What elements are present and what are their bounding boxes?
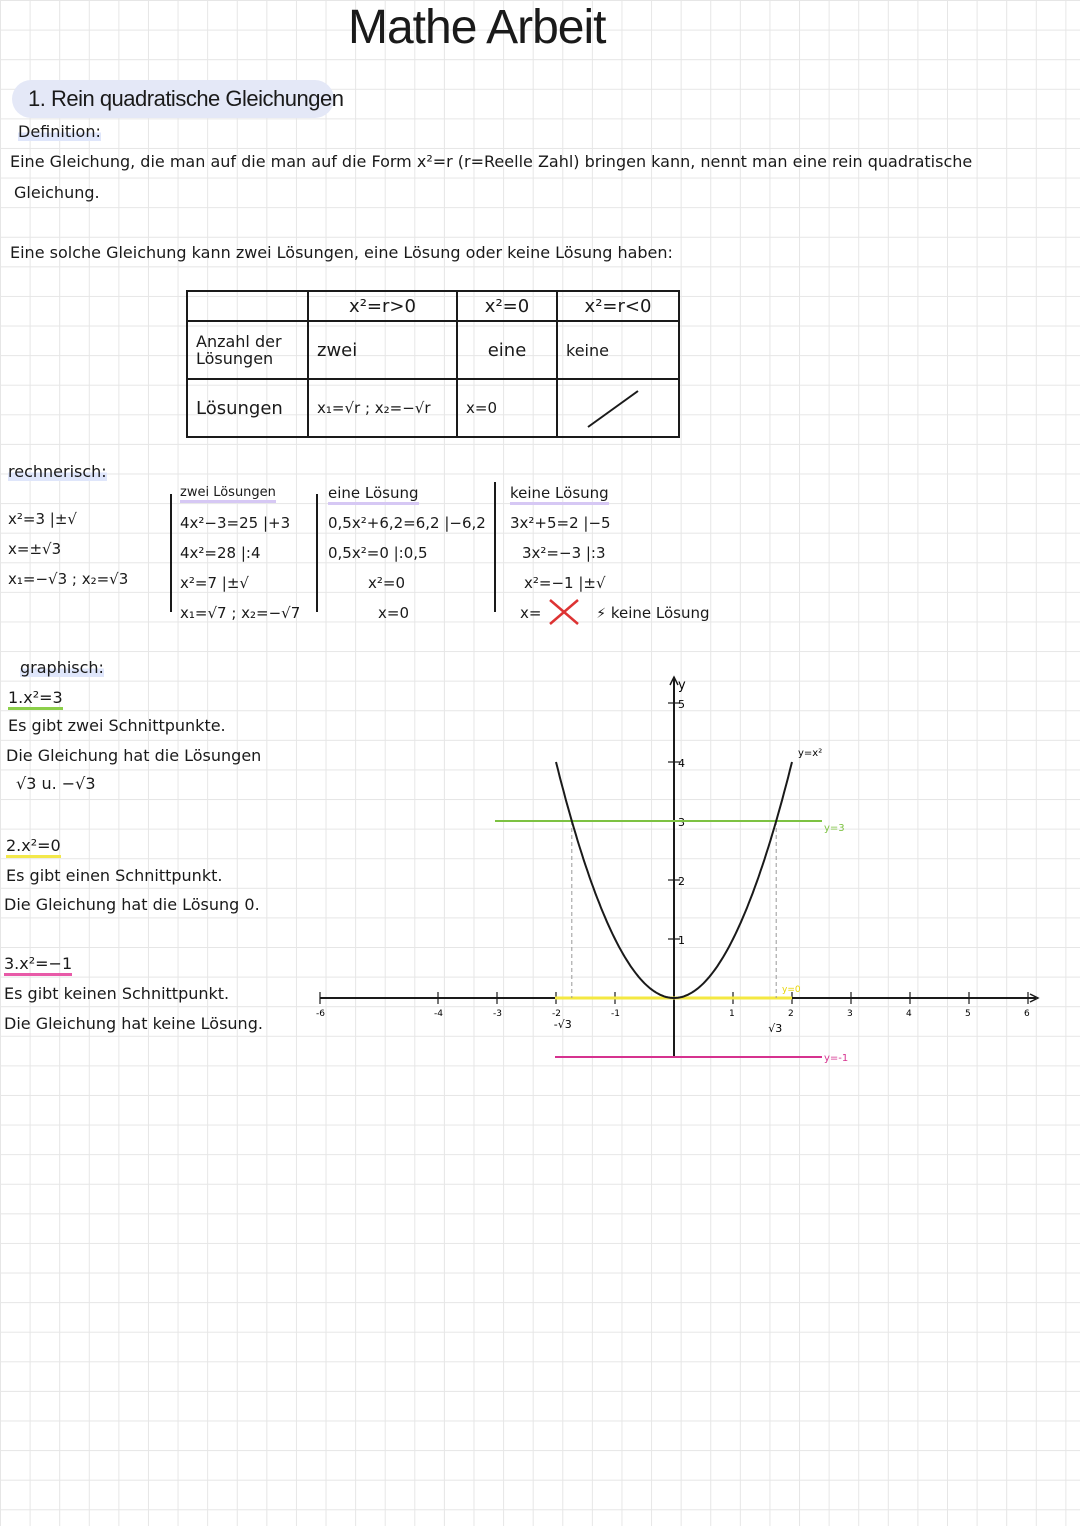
table-header: x²=r>0 <box>308 291 457 321</box>
x-tick-label: 3 <box>847 1009 853 1019</box>
x-tick-label: 1 <box>729 1009 735 1019</box>
case2-eq-text: 2.x²=0 <box>6 836 61 858</box>
definition-line-1: Eine Gleichung, die man auf die man auf die Form x²=r (r=Reelle Zahl) bringen kann, nennt man eine rein quadratische <box>10 152 973 171</box>
eine-title: eine Lösung <box>328 484 419 505</box>
case1-eq-text: 1.x²=3 <box>8 688 63 710</box>
solutions-intro: Eine solche Gleichung kann zwei Lösungen, eine Lösung oder keine Lösung haben: <box>10 243 673 262</box>
lightning-icon: ⚡ <box>596 606 607 622</box>
table-cell: keine <box>557 321 679 379</box>
minus-sqrt3-label: -√3 <box>553 1018 572 1031</box>
definition-line-2: Gleichung. <box>14 183 100 202</box>
rechnerisch-label-text: rechnerisch: <box>8 462 107 481</box>
line-y-3-label: y=3 <box>824 823 845 834</box>
x-tick-label: -4 <box>434 1009 443 1019</box>
graphisch-label-text: graphisch: <box>20 658 104 677</box>
line-y-0-label: y=0 <box>782 985 801 995</box>
page-title: Mathe Arbeit <box>348 1 606 54</box>
calc-line: 3x²+5=2 |−5 <box>510 514 611 532</box>
case1-line1: Es gibt zwei Schnittpunkte. <box>8 716 226 735</box>
calc-line: 4x²=28 |:4 <box>180 544 261 562</box>
case3-line1: Es gibt keinen Schnittpunkt. <box>4 984 230 1003</box>
row-label-solutions: Lösungen <box>187 379 308 437</box>
x-tick-label: 6 <box>1024 1009 1030 1019</box>
y-tick-label: 2 <box>678 875 685 888</box>
keine-loesung-note: keine Lösung <box>610 604 710 622</box>
x-tick-label: 5 <box>965 1009 971 1019</box>
y-tick-label: 5 <box>678 698 685 711</box>
row-label-count: Anzahl der Lösungen <box>187 321 308 379</box>
keine-title: keine Lösung <box>510 484 609 505</box>
calc-line: x₁=√7 ; x₂=−√7 <box>180 604 301 622</box>
line-y-minus1-label: y=-1 <box>824 1053 849 1064</box>
calc-line: x= <box>520 604 542 622</box>
calc-line: x²=3 |±√ <box>8 510 77 528</box>
parabola-label: y=x² <box>798 748 823 760</box>
calc-line: 4x²−3=25 |+3 <box>180 514 291 532</box>
calc-line: x²=0 <box>368 574 406 592</box>
x-tick-label: -3 <box>493 1009 502 1019</box>
calc-line: x=±√3 <box>8 540 62 558</box>
x-tick-label: -2 <box>552 1009 561 1019</box>
x-tick-label: 2 <box>788 1009 794 1019</box>
sqrt3-label: √3 <box>768 1022 783 1035</box>
case1-line2: Die Gleichung hat die Lösungen <box>6 746 262 765</box>
calc-line: x=0 <box>378 604 409 622</box>
calc-line: 0,5x²+6,2=6,2 |−6,2 <box>328 514 486 532</box>
calc-line: x²=−1 |±√ <box>524 574 606 592</box>
case3-eq-text: 3.x²=−1 <box>4 954 72 976</box>
case2-line1: Es gibt einen Schnittpunkt. <box>6 866 223 885</box>
definition-label-text: Definition: <box>18 122 101 141</box>
y-tick-label: 4 <box>678 757 685 770</box>
zwei-title: zwei Lösungen <box>180 485 276 503</box>
table-header: x²=0 <box>457 291 557 321</box>
case3-line2: Die Gleichung hat keine Lösung. <box>4 1014 263 1033</box>
calc-line: 0,5x²=0 |:0,5 <box>328 544 428 562</box>
y-tick-label: 1 <box>678 934 685 947</box>
calc-line: x²=7 |±√ <box>180 574 249 592</box>
x-tick-label: -1 <box>611 1009 620 1019</box>
y-tick-label: 3 <box>678 816 685 829</box>
table-header: x²=r<0 <box>557 291 679 321</box>
case1-line3: √3 u. −√3 <box>16 774 96 793</box>
calc-line: x₁=−√3 ; x₂=√3 <box>8 570 129 588</box>
table-cell: x=0 <box>457 379 557 437</box>
calc-line: 3x²=−3 |:3 <box>522 544 606 562</box>
section-heading: 1. Rein quadratische Gleichungen <box>28 86 344 111</box>
table-cell: x₁=√r ; x₂=−√r <box>308 379 457 437</box>
y-axis-label: y <box>678 678 686 693</box>
x-tick-label: -6 <box>316 1009 325 1019</box>
table-cell: eine <box>457 321 557 379</box>
table-cell: zwei <box>308 321 457 379</box>
case2-line2: Die Gleichung hat die Lösung 0. <box>4 895 260 914</box>
x-tick-label: 4 <box>906 1009 912 1019</box>
